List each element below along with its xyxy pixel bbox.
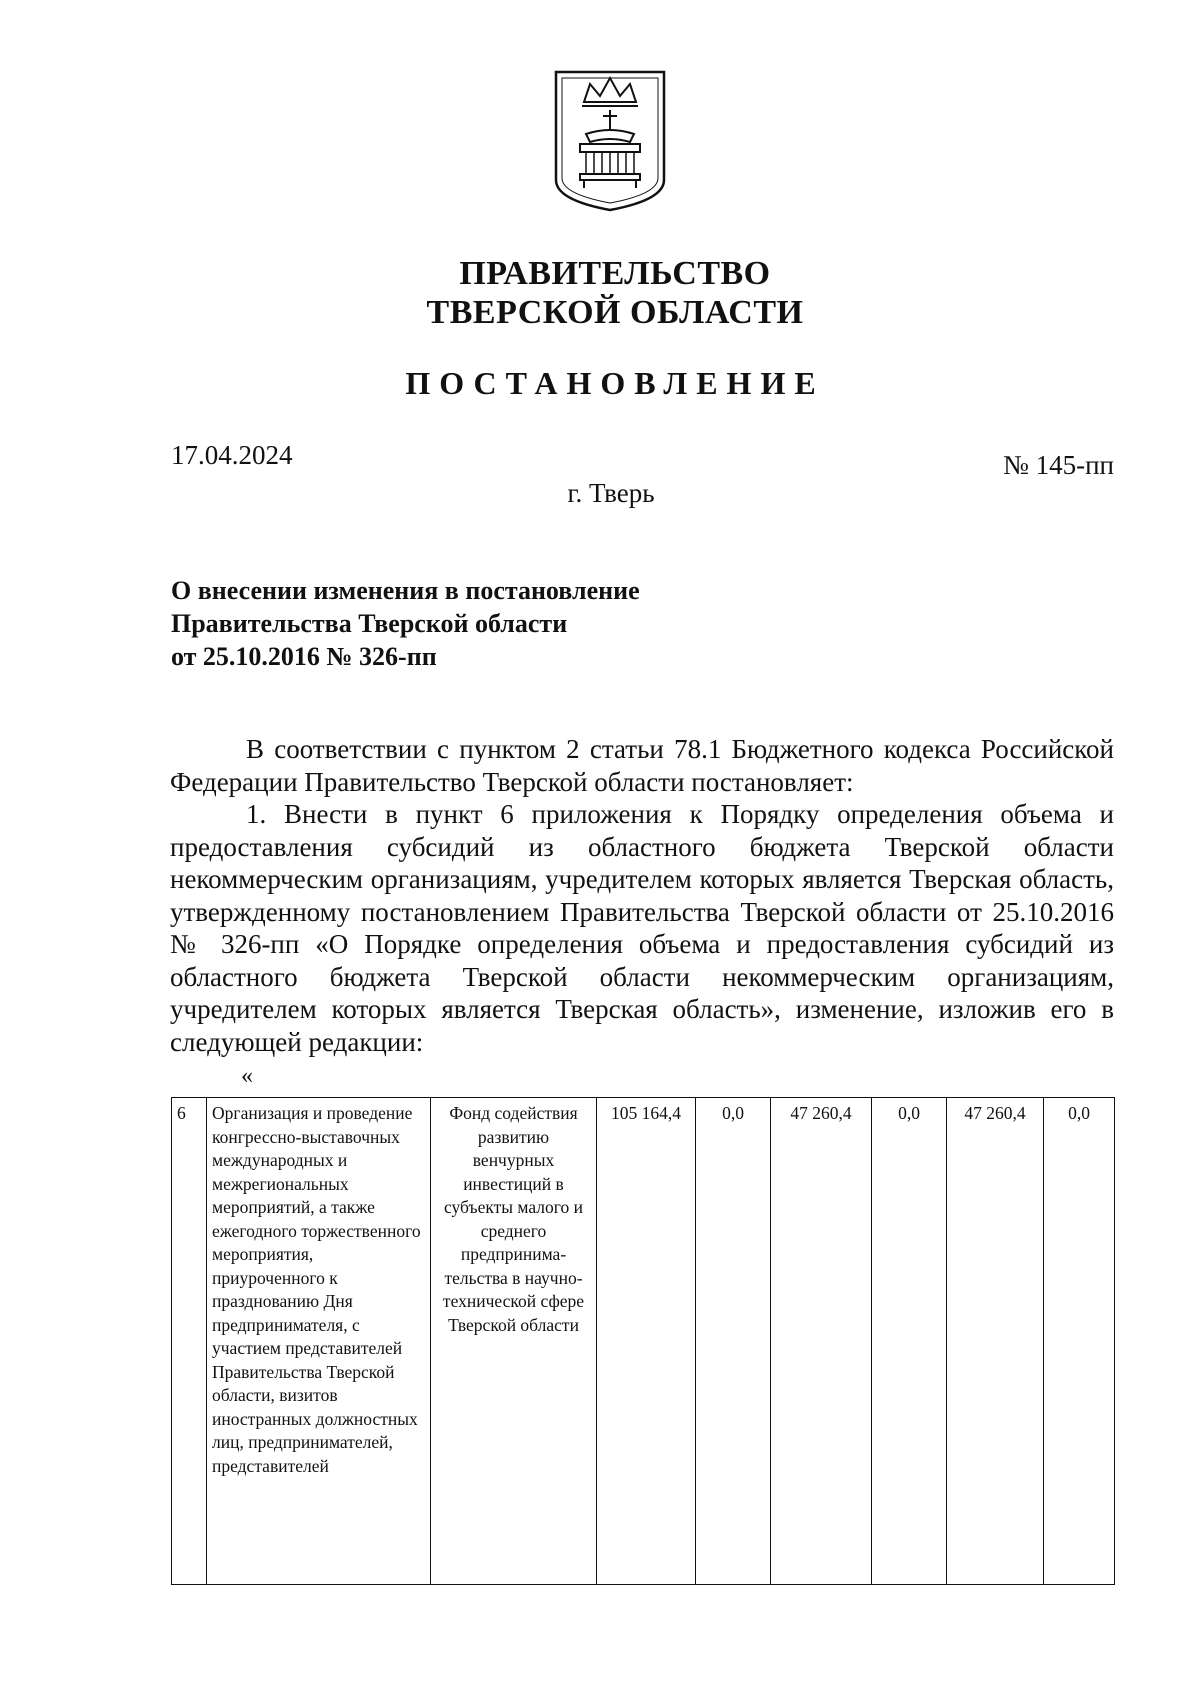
value-cell: 0,0 bbox=[1044, 1098, 1115, 1585]
value-cell: 0,0 bbox=[696, 1098, 771, 1585]
row-number-cell: 6 bbox=[172, 1098, 207, 1585]
value-cell: 105 164,4 bbox=[597, 1098, 696, 1585]
document-city: г. Тверь bbox=[567, 478, 655, 508]
document-date: 17.04.2024 bbox=[171, 440, 293, 470]
value-cell: 0,0 bbox=[872, 1098, 947, 1585]
body-paragraph-preamble: В соответствии с пунктом 2 статьи 78.1 Бюджетного кодекса Российской Федерации Правительство Тверской области постановляет: bbox=[170, 734, 1114, 797]
authority-title-line1: ПРАВИТЕЛЬСТВО bbox=[459, 255, 771, 292]
tver-coat-of-arms-icon bbox=[550, 68, 670, 214]
subject-line: О внесении изменения в постановление bbox=[171, 576, 640, 605]
table-row bbox=[172, 1098, 1115, 1585]
value-cell: 47 260,4 bbox=[947, 1098, 1044, 1585]
opening-quote-mark: « bbox=[241, 1063, 253, 1089]
document-body bbox=[170, 733, 1114, 1058]
value-cell: 47 260,4 bbox=[771, 1098, 872, 1585]
subject-line: Правительства Тверской области bbox=[171, 609, 568, 638]
appendix-table bbox=[171, 1097, 1115, 1585]
document-type: ПОСТАНОВЛЕНИЕ bbox=[405, 365, 825, 401]
document-number: № 145-пп bbox=[1003, 450, 1114, 480]
body-paragraph-item-1: 1. Внести в пункт 6 приложения к Порядку определения объема и предоставления субсидий из областного бюджета Тверской области некоммерческим организациям, учредителем которых является Тверская область, утвержденному постановлением Правительства Тверской области от 25.10.2016 № 326-пп «О Порядке определения объема и предоставления субсидий из областного бюджета Тверской области некоммерческим организациям, учредителем которых является Тверская область», изменение, изложив его в следующей редакции: bbox=[170, 799, 1114, 1057]
document-subject bbox=[171, 574, 640, 673]
authority-title-line2: ТВЕРСКОЙ ОБЛАСТИ bbox=[426, 294, 804, 331]
event-name-cell: Организация и проведение конгрессно-выставочных международных и межрегиональных мероприятий, а также ежегодного торжественного мероприятия, приуроченного к празднованию Дня предпринимателя, с участием представителей Правительства Тверской области, визитов иностранных должностных лиц, предпринимателей, представителей bbox=[207, 1098, 431, 1585]
organization-cell: Фонд содействия развитию венчурных инвестиций в субъекты малого и среднего предпринима-тельства в научно-технической сфере Тверской области bbox=[431, 1098, 597, 1585]
subject-line: от 25.10.2016 № 326-пп bbox=[171, 642, 437, 671]
